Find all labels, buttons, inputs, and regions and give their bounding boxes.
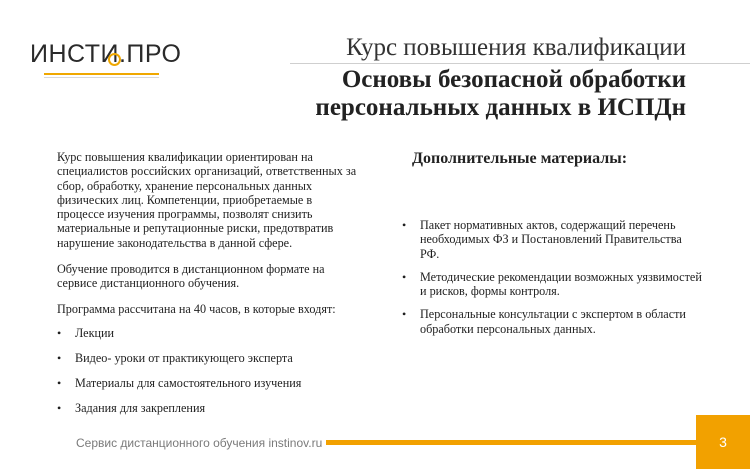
list-item (402, 307, 702, 336)
list-item (402, 218, 702, 261)
bullet-icon: • (402, 307, 407, 322)
bullet-icon: • (57, 400, 62, 415)
list-item-text: Материалы для самостоятельного изучения (75, 375, 302, 390)
format-paragraph: Обучение проводится в дистанционном формате на сервисе дистанционного обучения. (57, 262, 325, 291)
list-item (402, 270, 702, 299)
additional-materials (402, 218, 702, 345)
list-item-text: Задания для закрепления (75, 400, 206, 415)
list-item-text: Персональные консультации с экспертом в области обработки персональных данных. (420, 307, 686, 336)
list-item-text: Лекции (75, 325, 115, 340)
list-item (57, 401, 357, 418)
footer-service-text: Сервис дистанционного обучения instinov.ru (76, 436, 323, 450)
list-item-text: Пакет нормативных актов, содержащий перечень необходимых ФЗ и Постановлений Правительства РФ. (420, 218, 682, 261)
slide-title (315, 66, 686, 122)
bullet-icon: • (402, 269, 407, 284)
slide-title-line-1: Основы безопасной обработки (341, 66, 686, 93)
logo-underline-thin (44, 77, 159, 78)
bullet-icon: • (57, 375, 62, 390)
course-label: Курс повышения квалификации (346, 34, 686, 61)
program-list (57, 326, 357, 418)
logo (30, 40, 180, 90)
course-description (57, 150, 357, 426)
description-paragraph: Курс повышения квалификации ориентирован на специалистов российских организаций, ответственных за сбор, обработку, хранение персональных данных физических лиц. Компетенции, приобретаемые в процессе изучения программы, позволят снизить материальные и репутационные риски, предотвратив нарушение законодательства в данной сфере. (57, 150, 357, 250)
slide-title-line-2: персональных данных в ИСПДн (315, 94, 686, 121)
logo-circle-icon (108, 53, 121, 66)
materials-heading: Дополнительные материалы: (412, 150, 628, 167)
bullet-icon: • (57, 350, 62, 365)
page-number: 3 (719, 434, 727, 450)
logo-text: ИНСТИ.ПРО (30, 40, 182, 68)
list-item (57, 326, 357, 343)
footer-accent-bar (326, 440, 696, 445)
bullet-icon: • (57, 325, 62, 340)
materials-list (402, 218, 702, 336)
list-item (57, 376, 357, 393)
list-item-text: Методические рекомендации возможных уязвимостей и рисков, формы контроля. (420, 269, 702, 299)
logo-underline (44, 73, 159, 75)
list-item (57, 351, 357, 368)
page-number-badge (696, 415, 750, 469)
hours-paragraph: Программа рассчитана на 40 часов, в которые входят: (57, 301, 336, 316)
bullet-icon: • (402, 218, 407, 232)
list-item-text: Видео- уроки от практикующего эксперта (75, 350, 293, 365)
header-divider (290, 63, 750, 64)
